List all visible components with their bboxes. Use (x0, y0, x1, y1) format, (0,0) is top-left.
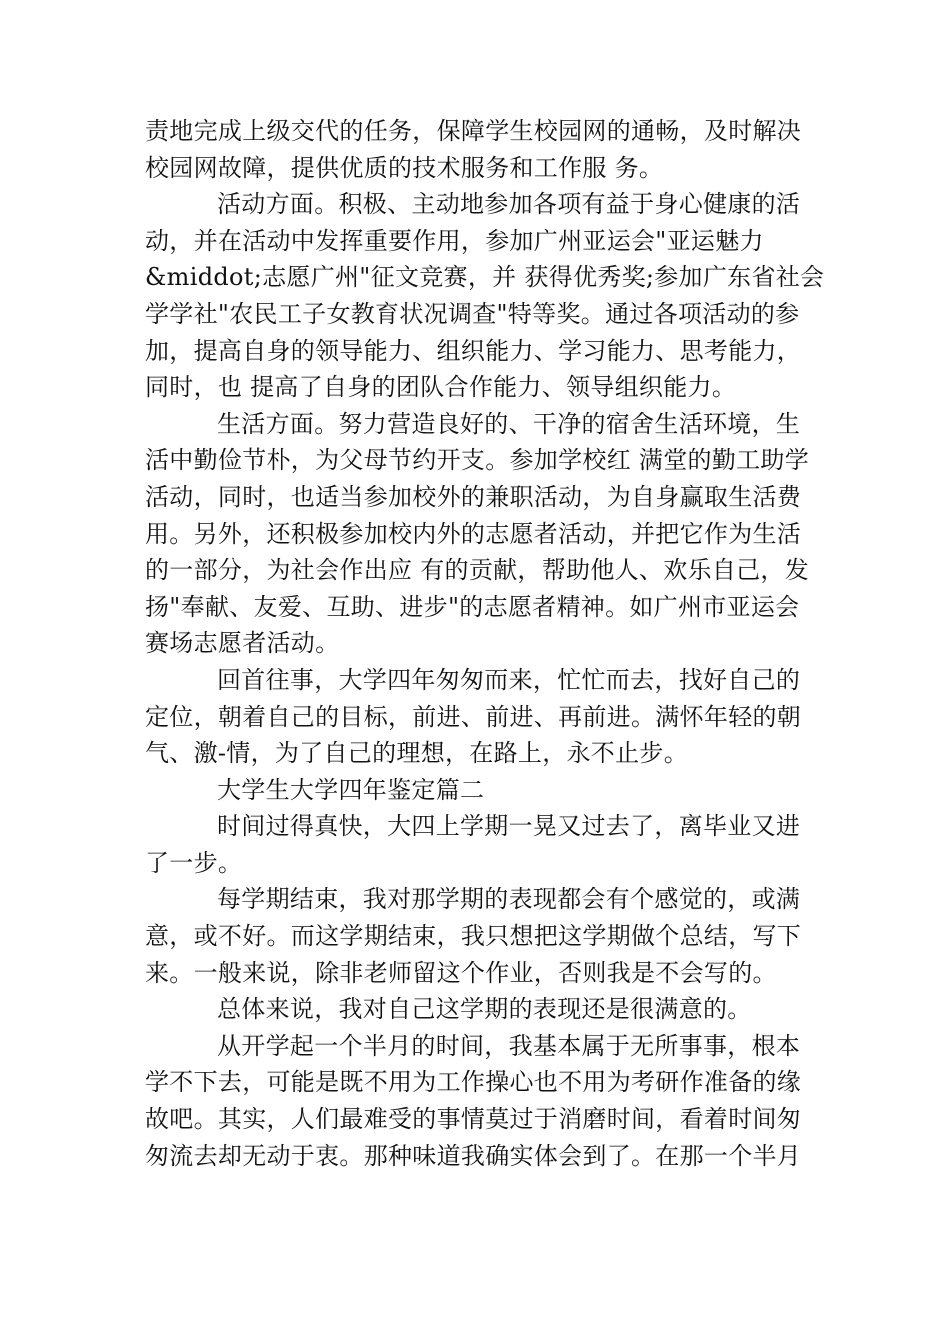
text-line: 用。另外，还积极参加校内外的志愿者活动，并把它作为生活 (145, 519, 802, 548)
text-line: 了一步。 (145, 848, 243, 877)
text-line: 学学社"农民工子女教育状况调查"特等奖。通过各项活动的参 (145, 299, 800, 328)
text-line: &middot;志愿广州"征文竞赛，并 获得优秀奖;参加广东省社会 (145, 263, 825, 292)
text-line: 大学生大学四年鉴定篇二 (217, 775, 485, 804)
text-line: 活中勤俭节朴，为父母节约开支。参加学校红 满堂的勤工助学 (145, 446, 810, 475)
text-line: 活动方面。积极、主动地参加各项有益于身心健康的活 (217, 190, 801, 219)
text-line: 时间过得真快，大四上学期一晃又过去了，离毕业又进 (217, 812, 801, 841)
text-line: 校园网故障，提供优质的技术服务和工作服 务。 (145, 153, 664, 182)
text-line: 从开学起一个半月的时间，我基本属于无所事事，根本 (217, 1031, 801, 1060)
text-line: 意，或不好。而这学期结束，我只想把这学期做个总结，写下 (145, 922, 802, 951)
text-line: 加，提高自身的领导能力、组织能力、学习能力、思考能力， (145, 336, 802, 365)
text-line: 活动，同时，也适当参加校外的兼职活动，为自身赢取生活费 (145, 482, 802, 511)
text-line: 每学期结束，我对那学期的表现都会有个感觉的，或满 (217, 885, 801, 914)
text-line: 同时，也 提高了自身的团队合作能力、领导组织能力。 (145, 373, 737, 402)
text-line: 定位，朝着自己的目标，前进、前进、再前进。满怀年轻的朝 (145, 702, 802, 731)
text-line: 责地完成上级交代的任务，保障学生校园网的通畅，及时解决 (145, 117, 802, 145)
text-line: 学不下去，可能是既不用为工作操心也不用为考研作准备的缘 (145, 1068, 802, 1097)
text-line: 总体来说，我对自己这学期的表现还是很满意的。 (217, 995, 752, 1024)
text-line: 的一部分，为社会作出应 有的贡献，帮助他人、欢乐自己，发 (145, 556, 810, 585)
text-line: 扬"奉献、友爱、互助、进步"的志愿者精神。如广州市亚运会 (145, 592, 800, 621)
text-line: 回首往事，大学四年匆匆而来，忙忙而去，找好自己的 (217, 665, 801, 694)
text-line: 生活方面。努力营造良好的、干净的宿舍生活环境，生 (217, 409, 801, 438)
text-line: 动，并在活动中发挥重要作用，参加广州亚运会"亚运魅力 (145, 226, 764, 255)
text-line: 赛场志愿者活动。 (145, 629, 340, 658)
text-line: 气、激-情，为了自己的理想，在路上，永不止步。 (145, 739, 689, 768)
text-line: 来。一般来说，除非老师留这个作业，否则我是不会写的。 (145, 958, 777, 987)
text-line: 故吧。其实，人们最难受的事情莫过于消磨时间，看着时间匆 (145, 1105, 802, 1134)
text-line: 匆流去却无动于衷。那种味道我确实体会到了。在那一个半月 (145, 1141, 802, 1170)
document-body (145, 113, 825, 1174)
